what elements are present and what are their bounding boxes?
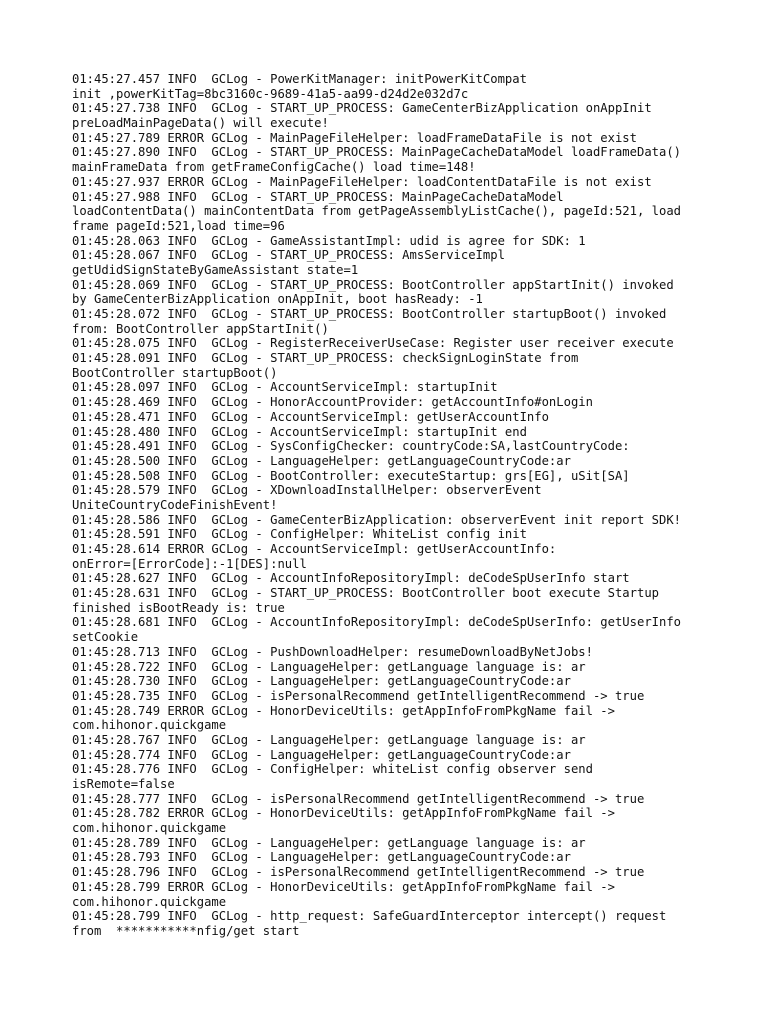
log-line: 01:45:28.796 INFO GCLog - isPersonalRecommend getIntelligentRecommend -> true <box>72 865 645 880</box>
log-line: from ***********nfig/get start <box>72 923 300 938</box>
log-line: 01:45:28.776 INFO GCLog - ConfigHelper: whiteList config observer send <box>72 762 593 777</box>
log-line: 01:45:28.579 INFO GCLog - XDownloadInstallHelper: observerEvent <box>72 483 542 498</box>
log-line: 01:45:28.491 INFO GCLog - SysConfigChecker: countryCode:SA,lastCountryCode: <box>72 439 630 454</box>
log-line: frame pageId:521,load time=96 <box>72 218 285 233</box>
log-line: 01:45:28.471 INFO GCLog - AccountServiceImpl: getUserAccountInfo <box>72 409 549 424</box>
log-line: 01:45:28.627 INFO GCLog - AccountInfoRepositoryImpl: deCodeSpUserInfo start <box>72 571 630 586</box>
log-line: com.hihonor.quickgame <box>72 718 227 733</box>
log-line: 01:45:28.730 INFO GCLog - LanguageHelper: getLanguageCountryCode:ar <box>72 674 571 689</box>
log-line: 01:45:28.480 INFO GCLog - AccountServiceImpl: startupInit end <box>72 424 527 439</box>
log-line: 01:45:28.063 INFO GCLog - GameAssistantImpl: udid is agree for SDK: 1 <box>72 233 586 248</box>
log-line: 01:45:28.591 INFO GCLog - ConfigHelper: WhiteList config init <box>72 527 527 542</box>
log-line: mainFrameData from getFrameConfigCache() load time=148! <box>72 160 476 175</box>
log-line: 01:45:28.097 INFO GCLog - AccountServiceImpl: startupInit <box>72 380 498 395</box>
log-line: 01:45:27.457 INFO GCLog - PowerKitManager: initPowerKitCompat <box>72 72 527 86</box>
log-line: 01:45:28.508 INFO GCLog - BootController: executeStartup: grs[EG], uSit[SA] <box>72 468 630 483</box>
log-line: 01:45:28.749 ERROR GCLog - HonorDeviceUtils: getAppInfoFromPkgName fail -> <box>72 703 615 718</box>
log-line: 01:45:28.789 INFO GCLog - LanguageHelper: getLanguage language is: ar <box>72 835 586 850</box>
log-line: 01:45:27.988 INFO GCLog - START_UP_PROCESS: MainPageCacheDataModel <box>72 189 564 204</box>
log-line: finished isBootReady is: true <box>72 600 285 615</box>
log-line: 01:45:28.069 INFO GCLog - START_UP_PROCESS: BootController appStartInit() invoked <box>72 277 674 292</box>
log-line: 01:45:28.500 INFO GCLog - LanguageHelper: getLanguageCountryCode:ar <box>72 453 571 468</box>
log-line: 01:45:28.075 INFO GCLog - RegisterReceiverUseCase: Register user receiver execute <box>72 336 674 351</box>
log-line: 01:45:28.722 INFO GCLog - LanguageHelper: getLanguage language is: ar <box>72 659 586 674</box>
log-line: 01:45:28.735 INFO GCLog - isPersonalRecommend getIntelligentRecommend -> true <box>72 688 645 703</box>
log-line: 01:45:28.067 INFO GCLog - START_UP_PROCESS: AmsServiceImpl <box>72 248 505 263</box>
log-line: 01:45:28.793 INFO GCLog - LanguageHelper: getLanguageCountryCode:ar <box>72 850 571 865</box>
log-line: 01:45:27.937 ERROR GCLog - MainPageFileHelper: loadContentDataFile is not exist <box>72 174 652 189</box>
log-line: 01:45:28.091 INFO GCLog - START_UP_PROCESS: checkSignLoginState from <box>72 351 579 366</box>
log-line: BootController startupBoot() <box>72 365 278 380</box>
log-line: 01:45:28.767 INFO GCLog - LanguageHelper: getLanguage language is: ar <box>72 732 586 747</box>
log-line: 01:45:27.890 INFO GCLog - START_UP_PROCESS: MainPageCacheDataModel loadFrameData() <box>72 145 682 160</box>
log-line: from: BootController appStartInit() <box>72 321 329 336</box>
log-line: 01:45:28.469 INFO GCLog - HonorAccountProvider: getAccountInfo#onLogin <box>72 395 593 410</box>
log-line: 01:45:27.789 ERROR GCLog - MainPageFileHelper: loadFrameDataFile is not exist <box>72 130 637 145</box>
log-line: onError=[ErrorCode]:-1[DES]:null <box>72 556 307 571</box>
log-line: loadContentData() mainContentData from getPageAssemblyListCache(), pageId:521, load <box>72 204 682 219</box>
log-line: 01:45:27.738 INFO GCLog - START_UP_PROCESS: GameCenterBizApplication onAppInit <box>72 101 652 116</box>
log-line: com.hihonor.quickgame <box>72 821 227 836</box>
log-line: 01:45:28.586 INFO GCLog - GameCenterBizApplication: observerEvent init report SDK! <box>72 512 682 527</box>
log-line: 01:45:28.072 INFO GCLog - START_UP_PROCESS: BootController startupBoot() invoked <box>72 307 667 321</box>
log-line: 01:45:28.799 INFO GCLog - http_request: SafeGuardInterceptor intercept() request <box>72 909 667 924</box>
log-line: 01:45:28.774 INFO GCLog - LanguageHelper: getLanguageCountryCode:ar <box>72 747 571 762</box>
log-line: isRemote=false <box>72 777 175 791</box>
log-line: 01:45:28.782 ERROR GCLog - HonorDeviceUtils: getAppInfoFromPkgName fail -> <box>72 806 615 821</box>
log-line: setCookie <box>72 630 139 645</box>
log-line: getUdidSignStateByGameAssistant state=1 <box>72 262 359 277</box>
log-line: 01:45:28.631 INFO GCLog - START_UP_PROCESS: BootController boot execute Startup <box>72 586 659 601</box>
log-text-block <box>72 72 712 939</box>
log-line: UniteCountryCodeFinishEvent! <box>72 497 278 512</box>
log-line: init ,powerKitTag=8bc3160c-9689-41a5-aa99-d24d2e032d7c <box>72 86 469 101</box>
log-line: 01:45:28.713 INFO GCLog - PushDownloadHelper: resumeDownloadByNetJobs! <box>72 644 593 659</box>
log-line: com.hihonor.quickgame <box>72 894 227 909</box>
log-line: by GameCenterBizApplication onAppInit, boot hasReady: -1 <box>72 292 483 307</box>
log-line: 01:45:28.777 INFO GCLog - isPersonalRecommend getIntelligentRecommend -> true <box>72 791 645 806</box>
log-line: 01:45:28.614 ERROR GCLog - AccountServiceImpl: getUserAccountInfo: <box>72 542 557 556</box>
log-line: preLoadMainPageData() will execute! <box>72 116 329 131</box>
log-line: 01:45:28.681 INFO GCLog - AccountInfoRepositoryImpl: deCodeSpUserInfo: getUserInfo <box>72 615 682 630</box>
log-line: 01:45:28.799 ERROR GCLog - HonorDeviceUtils: getAppInfoFromPkgName fail -> <box>72 879 615 894</box>
